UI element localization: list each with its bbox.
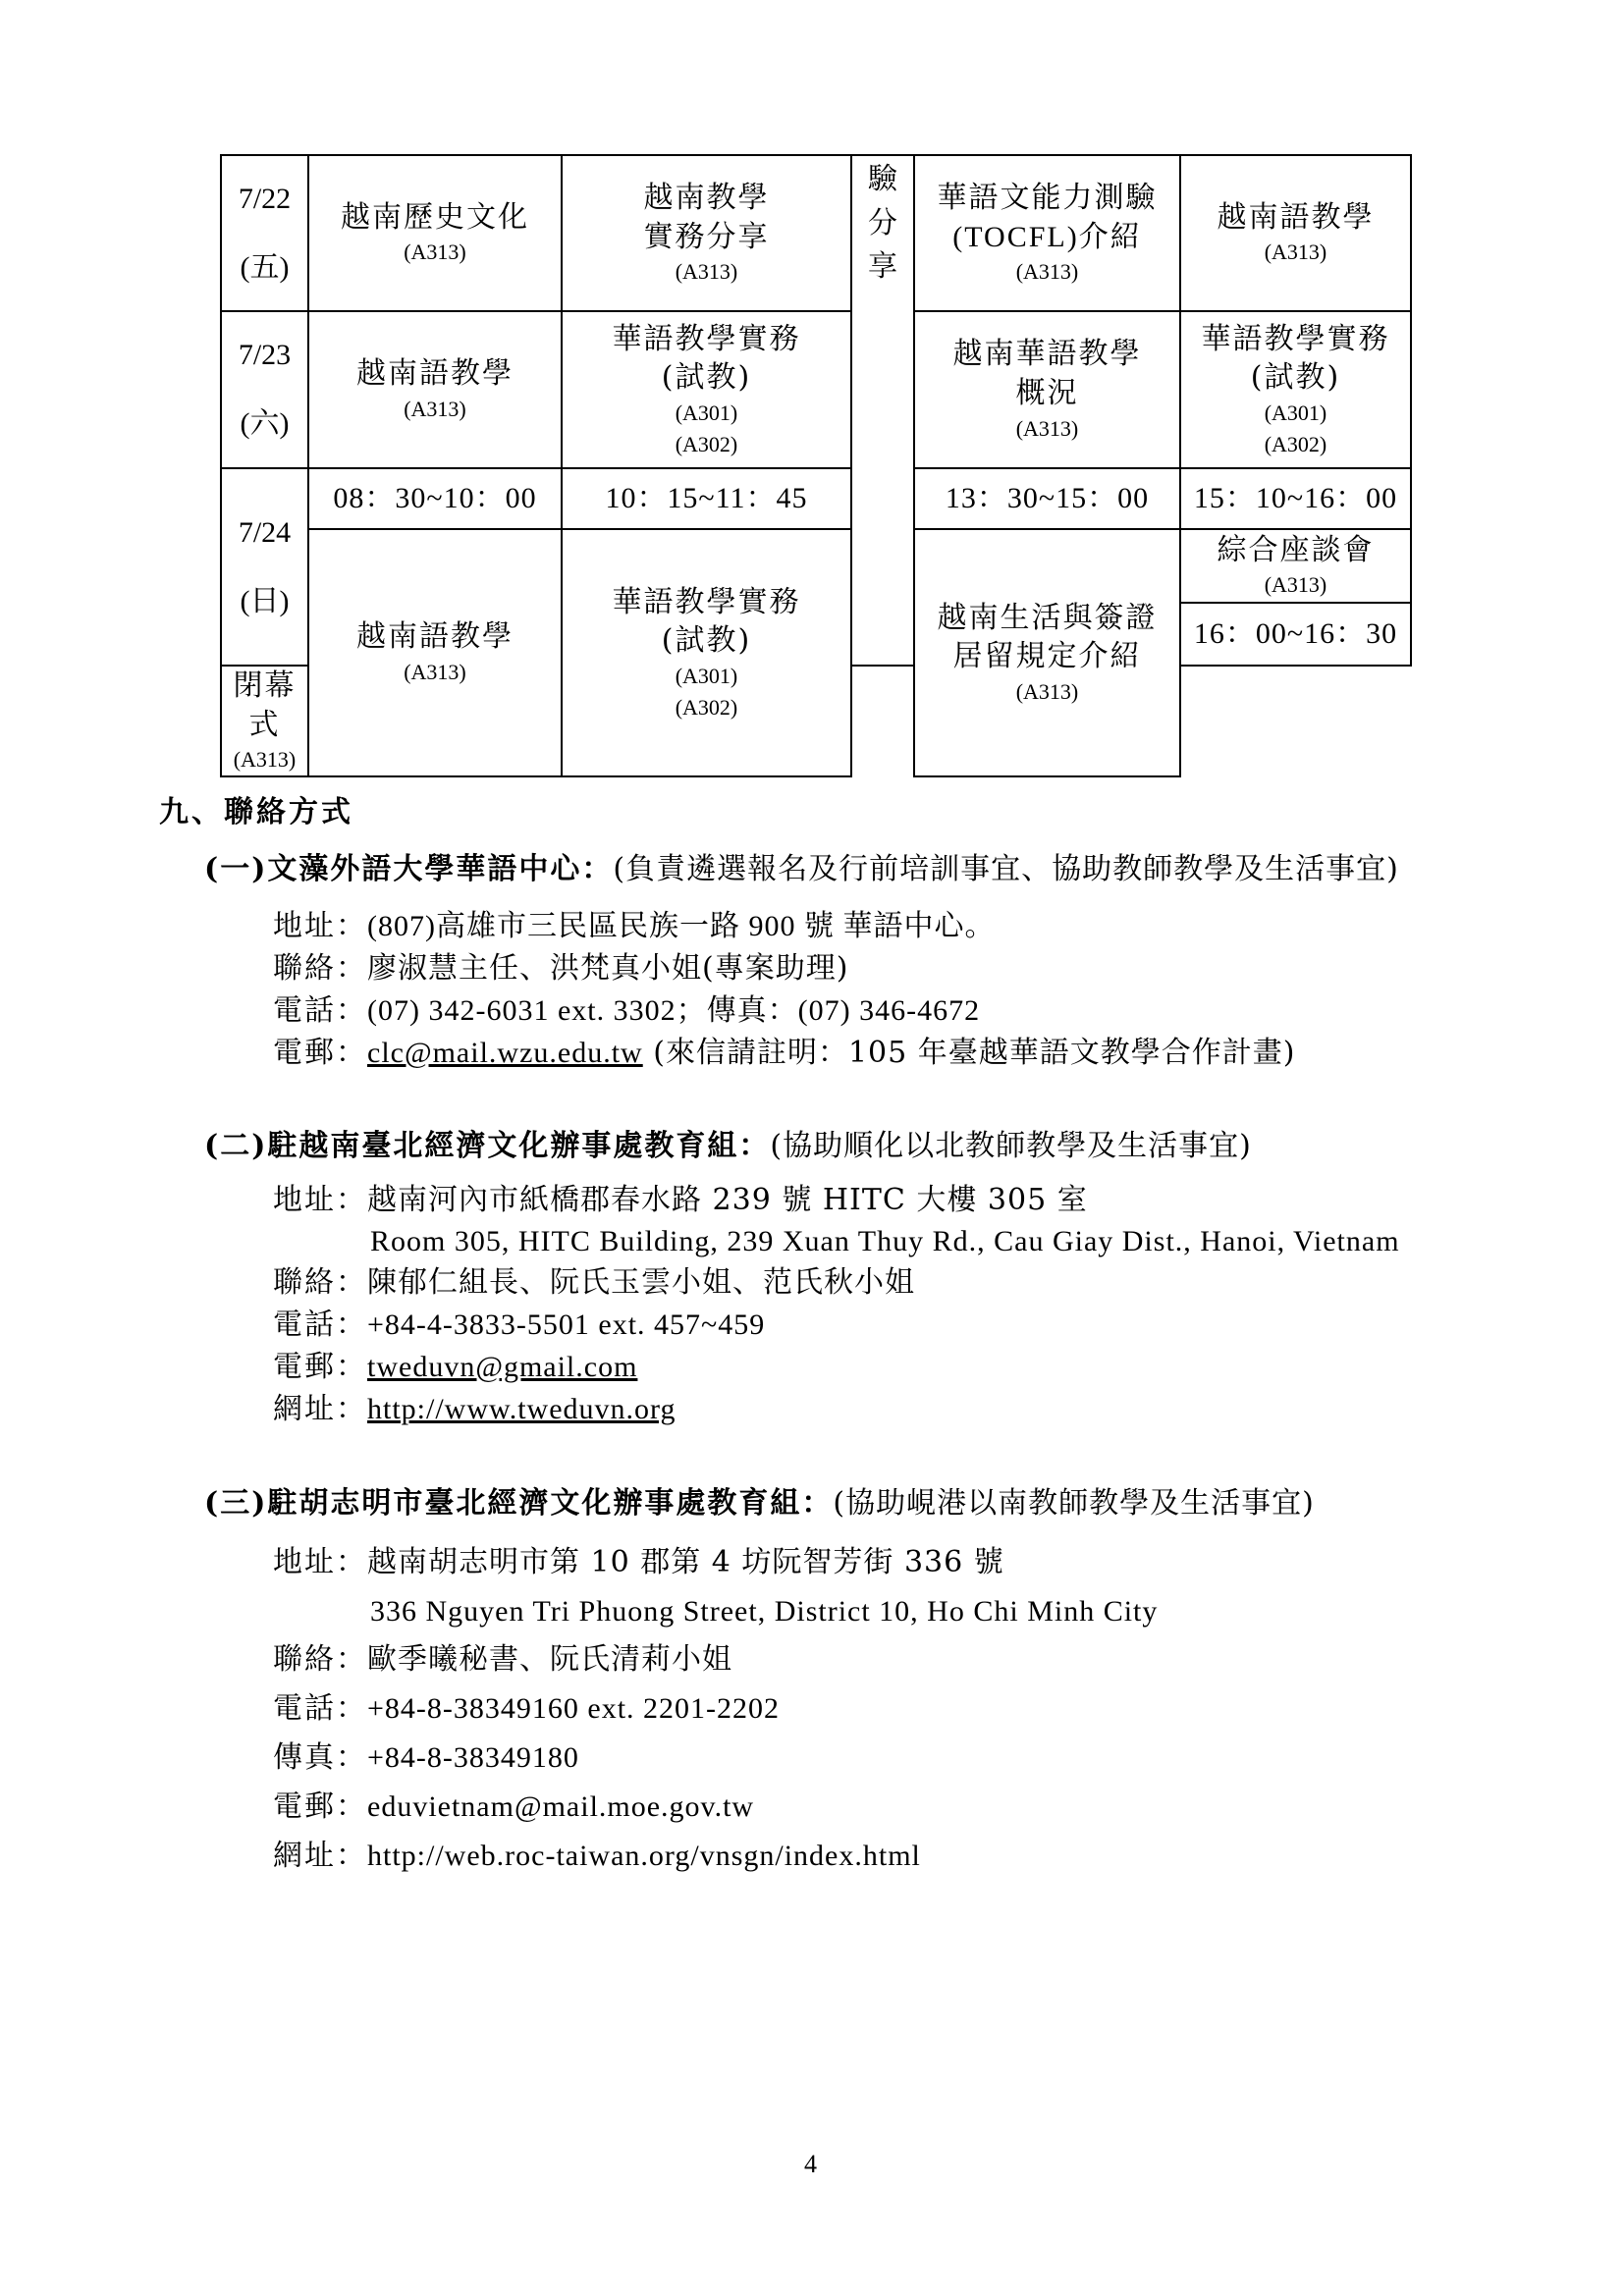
sharing-char: 分 [868, 205, 897, 240]
org2-header [204, 1127, 1252, 1166]
org2-email [273, 1348, 637, 1387]
room: (A313) [404, 396, 466, 421]
email-link[interactable]: tweduvn@gmail.com [367, 1351, 638, 1383]
address: 越南河內市紙橋郡春水路 239 號 HITC 大樓 305 室 [367, 1183, 1088, 1217]
email-link[interactable]: clc@mail.wzu.edu.tw [367, 1037, 643, 1069]
schedule-row-0722 [221, 155, 1411, 311]
course-cell [1180, 529, 1411, 603]
room: (A313) [1015, 259, 1079, 285]
room: (A313) [233, 747, 297, 773]
room: (A302) [1264, 431, 1327, 456]
schedule-table [220, 154, 1412, 777]
org2-contact [273, 1263, 915, 1303]
room: (A301) [1264, 400, 1327, 425]
phone: +84-8-38349160 ext. 2201-2202 [367, 1692, 781, 1725]
course-title: 華語教學實務 [1201, 321, 1390, 356]
schedule-row-0724-times [221, 468, 1411, 529]
course-title: (試教) [1250, 360, 1341, 396]
room: (A313) [1264, 240, 1327, 265]
field-label: 聯絡： [273, 951, 367, 986]
schedule-row-0724-a [221, 529, 1411, 603]
field-label: 電郵： [273, 1350, 367, 1384]
course-title: 概況 [1015, 376, 1079, 411]
org1-phone [273, 991, 980, 1031]
field-label: 地址： [273, 909, 367, 943]
course-cell [1180, 311, 1411, 468]
org2-address [273, 1181, 1088, 1220]
course-cell [308, 155, 562, 311]
sharing-char: 驗 [868, 162, 897, 196]
course-title: 越南語教學 [356, 356, 514, 392]
field-label: 電話： [273, 1308, 367, 1342]
date: 7/22 [238, 182, 292, 215]
course-title: 越南生活與簽證 [937, 600, 1158, 635]
field-label: 地址： [273, 1183, 367, 1217]
org1-header [204, 850, 1399, 889]
course-title: 華語教學實務 [612, 321, 801, 356]
org2-address-en: Room 305, HITC Building, 239 Xuan Thuy Rd., Cau Giay Dist., Hanoi, Vietnam [370, 1225, 1400, 1257]
org-note: (負責遴選報名及行前培訓事宜、協助教師教學及生活事宜) [613, 852, 1399, 886]
schedule-row-0723 [221, 311, 1411, 468]
course-cell [562, 311, 851, 468]
org1-contact [273, 949, 848, 988]
course-cell [221, 666, 308, 776]
field-label: 地址： [273, 1545, 367, 1579]
course-cell [562, 155, 851, 311]
org3-fax [273, 1738, 579, 1778]
time-slot: 16：00~16：30 [1180, 603, 1411, 666]
course-cell [914, 311, 1180, 468]
course-title: 越南歷史文化 [341, 199, 529, 235]
field-label: 電郵： [273, 1789, 367, 1824]
contact-persons: 歐季曦秘書、阮氏清莉小姐 [367, 1642, 732, 1677]
course-title: (試教) [661, 623, 752, 659]
contact-persons: 陳郁仁組長、阮氏玉雲小姐、范氏秋小姐 [367, 1265, 915, 1300]
org1-email [273, 1034, 1295, 1073]
web-link[interactable]: http://www.tweduvn.org [367, 1393, 677, 1425]
course-title: 越南語教學 [1217, 199, 1375, 235]
course-cell [308, 529, 562, 776]
time-slot: 08：30~10：00 [308, 468, 562, 529]
org1-address [273, 907, 995, 946]
email-note: (來信請註明：105 年臺越華語文教學合作計畫) [642, 1036, 1296, 1070]
time-slot: 10：15~11：45 [562, 468, 851, 529]
room: (A313) [1015, 415, 1079, 441]
section-heading: 九、聯絡方式 [159, 795, 353, 829]
field-label: 聯絡： [273, 1265, 367, 1300]
room: (A313) [675, 259, 738, 285]
org3-web [273, 1837, 921, 1876]
field-label: 電話： [273, 1691, 367, 1726]
course-title: 華語文能力測驗 [937, 180, 1158, 215]
email-link[interactable]: eduvietnam@mail.moe.gov.tw [367, 1790, 755, 1823]
org2-web [273, 1390, 677, 1429]
org2-phone [273, 1306, 765, 1345]
field-label: 網址： [273, 1392, 367, 1426]
room: (A302) [675, 431, 738, 456]
address: 越南胡志明市第 10 郡第 4 坊阮智芳街 336 號 [367, 1545, 1004, 1579]
org-note: (協助峴港以南教師教學及生活事宜) [833, 1486, 1315, 1521]
org3-address-en: 336 Nguyen Tri Phuong Street, District 10, Ho Chi Minh City [370, 1595, 1159, 1628]
web-link[interactable]: http://web.roc-taiwan.org/vnsgn/index.html [367, 1840, 921, 1872]
room: (A302) [675, 694, 738, 720]
org-note: (協助順化以北教師教學及生活事宜) [770, 1129, 1252, 1163]
course-title: 華語教學實務 [612, 584, 801, 619]
field-label: 傳真： [273, 1740, 367, 1775]
course-title: 越南語教學 [356, 619, 514, 655]
room: (A301) [675, 400, 738, 425]
date-cell [221, 311, 308, 468]
phone: (07) 342-6031 ext. 3302；傳真：(07) 346-4672 [367, 994, 981, 1027]
org-title: (三)駐胡志明市臺北經濟文化辦事處教育組： [204, 1486, 834, 1521]
org3-email [273, 1788, 754, 1827]
date-cell [221, 468, 308, 666]
course-cell [914, 529, 1180, 776]
address: (807)高雄市三民區民族一路 900 號 華語中心。 [367, 910, 996, 942]
weekday: (日) [240, 584, 290, 617]
course-title: 居留規定介紹 [952, 639, 1142, 674]
field-label: 網址： [273, 1839, 367, 1873]
time-slot: 13：30~15：00 [914, 468, 1180, 529]
room: (A313) [404, 240, 466, 265]
weekday: (五) [240, 250, 290, 284]
date: 7/24 [238, 515, 292, 549]
course-cell [914, 155, 1180, 311]
course-title: 閉幕式 [233, 668, 297, 742]
sharing-vertical-cell [851, 155, 914, 666]
phone: +84-4-3833-5501 ext. 457~459 [367, 1308, 766, 1341]
field-label: 電郵： [273, 1036, 367, 1070]
org3-address [273, 1543, 1004, 1582]
room: (A301) [675, 663, 738, 688]
course-title: 越南教學 [643, 180, 770, 215]
course-title: 越南華語教學 [952, 337, 1142, 372]
field-label: 聯絡： [273, 1642, 367, 1677]
course-cell [1180, 155, 1411, 311]
org-title: (一)文藻外語大學華語中心： [204, 852, 614, 886]
date-cell [221, 155, 308, 311]
page-number: 4 [804, 2150, 818, 2178]
course-title: (TOCFL)介紹 [952, 220, 1142, 253]
room: (A313) [1264, 572, 1327, 598]
date: 7/23 [238, 339, 292, 371]
field-label: 電話： [273, 993, 367, 1028]
sharing-char: 享 [868, 249, 897, 284]
course-cell [562, 529, 851, 776]
time-slot: 15：10~16：00 [1180, 468, 1411, 529]
course-title: 實務分享 [643, 219, 770, 254]
fax: +84-8-38349180 [367, 1741, 579, 1774]
course-cell [308, 311, 562, 468]
contact-persons: 廖淑慧主任、洪梵真小姐(專案助理) [367, 951, 849, 986]
org3-contact [273, 1640, 732, 1680]
course-title: (試教) [661, 360, 752, 396]
org3-header [204, 1484, 1315, 1523]
room: (A313) [404, 659, 466, 684]
org3-phone [273, 1689, 780, 1729]
org-title: (二)駐越南臺北經濟文化辦事處教育組： [204, 1129, 771, 1163]
weekday: (六) [240, 407, 290, 440]
course-title: 綜合座談會 [1217, 532, 1375, 567]
room: (A313) [1015, 678, 1079, 704]
